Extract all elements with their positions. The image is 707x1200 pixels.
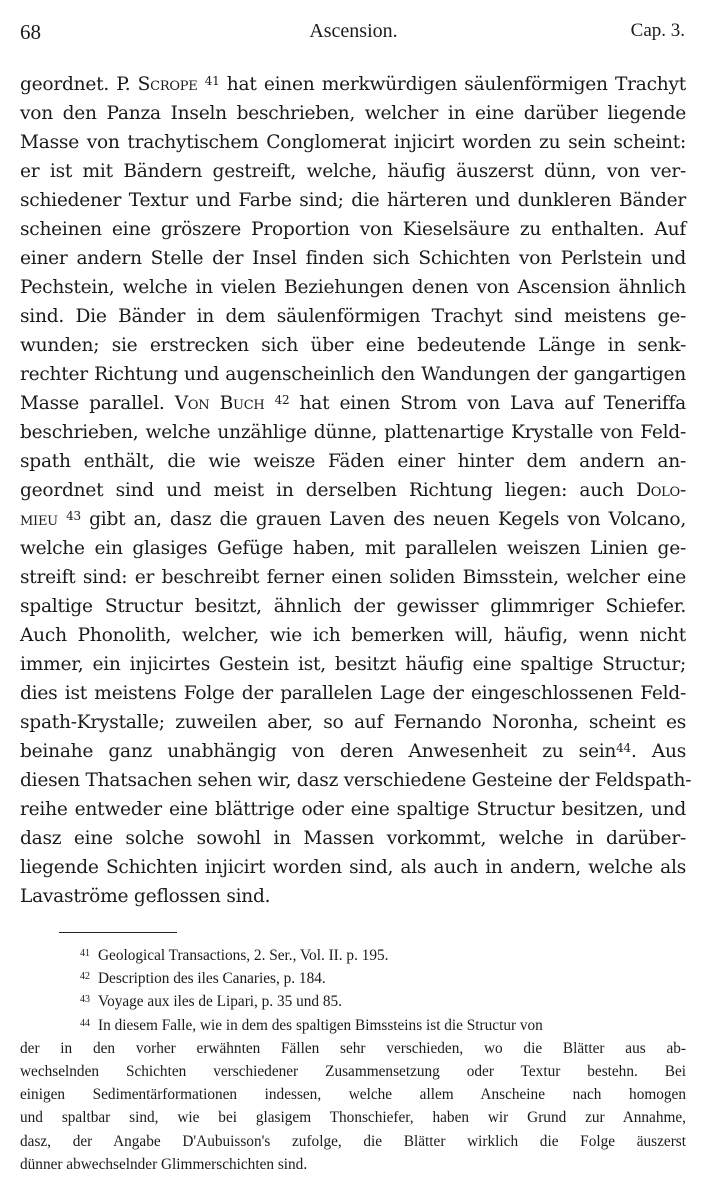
text-line — [20, 563, 686, 592]
author-name: Scrope — [137, 74, 198, 95]
body-text — [20, 70, 692, 911]
author-name: mieu — [20, 509, 58, 530]
text-line — [20, 70, 686, 99]
footnote-reference: 41 — [204, 74, 220, 88]
text-line — [20, 737, 686, 766]
text-run: spaltige Structur besitzt, ähnlich der gewisser glimmriger Schiefer. — [20, 596, 686, 617]
text-run: streift sind: er beschreibt ferner einen soliden Bimsstein, welcher eine — [20, 567, 686, 588]
text-line — [20, 882, 686, 911]
text-run: spath enthält, die wie weisze Fäden einer hinter dem andern an- — [20, 451, 686, 472]
text-line — [20, 128, 686, 157]
footnote-text: Voyage aux iles de Lipari, p. 35 und 85. — [98, 993, 342, 1011]
text-line — [20, 650, 686, 679]
text-line — [20, 99, 686, 128]
footnote-continuation-line: dasz, der Angabe D'Aubuisson's zufolge, die Blätter wirklich die Folge äuszerst — [20, 1132, 686, 1150]
text-line — [20, 534, 686, 563]
text-run: geordnet. P. — [20, 74, 138, 95]
text-run — [198, 74, 205, 95]
text-run: geordnet sind und meist in derselben Richtung liegen: auch — [20, 480, 637, 501]
text-run: reihe entweder eine blättrige oder eine spaltige Structur besitzen, und — [20, 799, 686, 820]
text-run: dasz eine solche sowohl in Massen vorkommt, welche in darüber- — [20, 828, 686, 849]
text-run: immer, ein injicirtes Gestein ist, besitzt häufig eine spaltige Structur; — [20, 654, 686, 675]
text-line — [20, 273, 686, 302]
text-run: Auch Phonolith, welcher, wie ich bemerken will, häufig, wenn nicht — [20, 625, 686, 646]
text-run: Masse von trachytischem Conglomerat injicirt worden zu sein scheint: — [20, 132, 686, 153]
text-run — [264, 393, 274, 414]
text-run: sind. Die Bänder in dem säulenförmigen Trachyt sind meistens ge- — [20, 306, 686, 327]
text-run: liegende Schichten injicirt worden sind, als auch in andern, welche als — [20, 857, 686, 878]
text-run: beschrieben, welche unzählige dünne, plattenartige Krystalle von Feld- — [20, 422, 686, 443]
text-line — [20, 708, 686, 737]
text-line — [20, 824, 686, 853]
text-run: Masse parallel. — [20, 393, 175, 414]
footnote-marker: 42 — [80, 971, 90, 983]
footnote — [20, 1014, 686, 1037]
text-run — [58, 509, 66, 530]
footnote — [20, 990, 686, 1013]
text-line — [20, 505, 686, 534]
text-run: rechter Richtung und augenscheinlich den Wandungen der gangartigen — [20, 364, 686, 385]
footnote-reference: 43 — [66, 509, 81, 523]
text-run: hat einen Strom von Lava auf Teneriffa — [289, 393, 687, 414]
text-run: . Aus — [630, 741, 686, 762]
text-line — [20, 679, 686, 708]
text-run: einer andern Stelle der Insel finden sich Schichten von Perlstein und — [20, 248, 686, 269]
author-name: Von Buch — [174, 393, 265, 414]
text-line — [20, 215, 686, 244]
text-line — [20, 476, 686, 505]
footnote-marker: 41 — [80, 948, 90, 959]
text-run: Lavaströme geflossen sind. — [20, 886, 271, 907]
footnote-reference: 44 — [616, 741, 631, 755]
footnote-marker: 43 — [80, 994, 90, 1006]
text-run: hat einen merkwürdigen säulenförmigen Trachyt — [219, 74, 686, 95]
text-line — [20, 331, 686, 360]
text-line — [20, 592, 686, 621]
footnote-text: Geological Transactions, 2. Ser., Vol. II. p. 195. — [98, 947, 389, 964]
text-run: beinahe ganz unabhängig von deren Anwesenheit zu sein — [20, 741, 617, 762]
text-run: welche ein glasiges Gefüge haben, mit parallelen weiszen Linien ge- — [20, 538, 686, 559]
footnotes — [20, 944, 686, 1176]
text-line — [20, 302, 686, 331]
footnote-marker: 44 — [80, 1017, 90, 1029]
footnote-continuation-line: wechselnden Schichten verschiedener Zusammensetzung oder Textur bestehn. Bei — [20, 1062, 686, 1080]
text-line — [20, 766, 692, 795]
author-name: Dolo- — [636, 480, 686, 501]
text-run: von den Panza Inseln beschrieben, welcher in eine darüber liegende — [20, 103, 686, 124]
footnote-divider — [59, 932, 177, 933]
page-number: 68 — [20, 20, 41, 44]
text-run: dies ist meistens Folge der parallelen Lage der eingeschlossenen Feld- — [20, 683, 686, 704]
text-line — [20, 186, 686, 215]
text-run: wunden; sie erstrecken sich über eine bedeutende Länge in senk- — [20, 335, 686, 356]
text-line — [20, 795, 686, 824]
footnote-continuation-line: der in den vorher erwähnten Fällen sehr verschieden, wo die Blätter aus ab- — [20, 1039, 686, 1057]
footnote-reference: 42 — [274, 393, 290, 407]
chapter-label: Cap. 3. — [630, 20, 685, 41]
text-run: gibt an, dasz die grauen Laven des neuen Kegels von Volcano, — [80, 509, 686, 530]
running-header — [18, 20, 689, 50]
text-run: diesen Thatsachen sehen wir, dasz verschiedene Gesteine der Feldspath- — [20, 770, 692, 791]
text-run: Pechstein, welche in vielen Beziehungen denen von Ascension ähnlich — [20, 277, 686, 298]
text-line — [20, 244, 686, 273]
footnote-continuation-line: einigen Sedimentärformationen indessen, welche allem Anscheine nach homogen — [20, 1086, 686, 1104]
text-line — [20, 447, 686, 476]
text-line — [20, 360, 686, 389]
text-run: scheinen eine gröszere Proportion von Kieselsäure zu enthalten. Auf — [20, 219, 686, 240]
text-run: spath-Krystalle; zuweilen aber, so auf Fernando Noronha, scheint es — [20, 712, 686, 733]
text-run: er ist mit Bändern gestreift, welche, häufig äuszerst dünn, von ver- — [20, 161, 686, 182]
footnote-text: In diesem Falle, wie in dem des spaltigen Bimssteins ist die Structur von — [98, 1016, 543, 1034]
text-line — [20, 853, 686, 882]
text-run: schiedener Textur und Farbe sind; die härteren und dunkleren Bänder — [20, 190, 686, 211]
text-line — [20, 418, 686, 447]
text-line — [20, 389, 686, 418]
footnote — [20, 944, 686, 967]
footnote-continuation-line: dünner abwechselnder Glimmerschichten sind. — [20, 1155, 308, 1173]
footnote-continuation-line: und spaltbar sind, wie bei glasigem Thonschiefer, haben wir Grund zur Annahme, — [20, 1109, 686, 1127]
text-line — [20, 157, 686, 186]
text-line — [20, 621, 686, 650]
running-title: Ascension. — [309, 20, 398, 42]
footnote — [20, 967, 686, 990]
footnote-text: Description des iles Canaries, p. 184. — [98, 970, 326, 988]
